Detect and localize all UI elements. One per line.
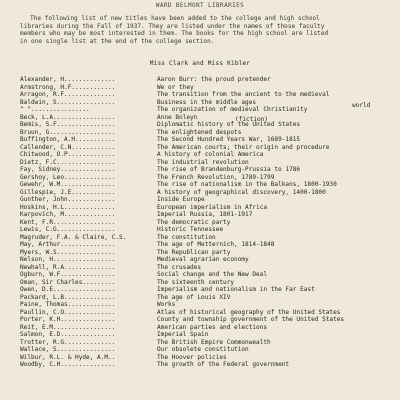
entry-title: American parties and elections xyxy=(157,323,268,331)
entry-author: " "................ xyxy=(20,106,90,114)
intro-paragraph xyxy=(20,15,380,45)
list-item xyxy=(20,249,380,257)
entry-author: Baldwin, S................ xyxy=(20,98,116,106)
margin-note-world: world xyxy=(352,102,371,110)
entry-author: Chitwood, O.P............. xyxy=(20,151,116,159)
entry-title: A history of colonial America xyxy=(157,151,264,159)
entry-title: The age of Louis XIV xyxy=(157,293,231,301)
entry-author: Fay, Sidney............... xyxy=(20,166,116,174)
entry-title: The enlightened despots xyxy=(157,128,242,136)
entry-title: The rise of nationalism in the Balkans, 1800-1930 xyxy=(157,181,337,189)
list-item xyxy=(20,309,380,317)
entry-author: Myers, W.S................ xyxy=(20,248,116,256)
list-item xyxy=(20,189,380,197)
list-item xyxy=(20,346,380,354)
entry-author: Woodby, C.H............... xyxy=(20,361,116,369)
entry-title: Medieval agrarian economy xyxy=(157,256,249,264)
entry-title: The transition from the ancient to the medieval xyxy=(157,91,330,99)
list-item xyxy=(20,99,380,107)
entry-author: Gershoy, Leo.............. xyxy=(20,173,116,181)
entry-title: The growth of the Federal government xyxy=(157,361,290,369)
list-item xyxy=(20,174,380,182)
entry-title: The industrial revolution xyxy=(157,158,249,166)
entry-author: Oman, Sir Charles......... xyxy=(20,278,116,286)
entry-author: Callender, C.N............ xyxy=(20,143,116,151)
intro-line: libraries during the Fall of 1937. They are listed under the names of those faculty xyxy=(20,22,325,30)
list-item xyxy=(20,316,380,324)
list-item xyxy=(20,226,380,234)
entry-title: The sixteenth century xyxy=(157,278,235,286)
list-item xyxy=(20,129,380,137)
entry-title: The British Empire Commonwealth xyxy=(157,338,271,346)
entry-title: Inside Europe xyxy=(157,196,205,204)
entry-author: Trotter, R.G.............. xyxy=(20,338,116,346)
entry-author: Gewehr, W.M............... xyxy=(20,181,116,189)
intro-line: The following list of new titles have been added to the college and high school xyxy=(30,15,320,22)
list-item xyxy=(20,121,380,129)
entry-title: European imperialism in Africa xyxy=(157,203,268,211)
list-item xyxy=(20,241,380,249)
entry-title: The Hoover policies xyxy=(157,353,227,361)
list-item xyxy=(20,76,380,84)
entry-author: Reit, E.M................. xyxy=(20,323,116,331)
list-item xyxy=(20,211,380,219)
list-item xyxy=(20,159,380,167)
entry-title: The Second Hundred Years War, 1689-1815 xyxy=(157,136,301,144)
list-item xyxy=(20,196,380,204)
entry-author: Nelson, H................. xyxy=(20,256,116,264)
entry-title: Imperial Russia, 1801-1917 xyxy=(157,211,253,219)
entry-title: The rise of Brandenburg-Prussia to 1786 xyxy=(157,166,301,174)
entry-author: Buffington, A.H........... xyxy=(20,136,116,144)
list-item xyxy=(20,114,380,122)
entry-author: May, Arthur............... xyxy=(20,241,116,249)
entry-title: The crusades xyxy=(157,263,202,271)
list-item xyxy=(20,166,380,174)
entry-title: Business in the middle ages xyxy=(157,98,257,106)
entry-title: The organization of medieval Christianity xyxy=(157,106,308,114)
entry-title: Aaron Burr: the proud pretender xyxy=(157,76,271,84)
entry-author: Lewis, C.G................ xyxy=(20,226,116,234)
entry-title: Social change and the New Deal xyxy=(157,271,268,279)
entry-title: County and township government of the United States xyxy=(157,316,345,324)
list-item xyxy=(20,204,380,212)
section-title: Miss Clark and Miss Kibler xyxy=(149,60,251,68)
list-item xyxy=(20,151,380,159)
entry-title: The French Revolution, 1789-1799 xyxy=(157,173,275,181)
entry-author: Gunther, John............. xyxy=(20,196,116,204)
entry-author: Ogburn, W.F............... xyxy=(20,271,116,279)
intro-line: members who may be most interested in them. The books for the high school are listed xyxy=(20,30,329,38)
entry-author: Porter, K.H............... xyxy=(20,316,116,324)
list-item xyxy=(20,286,380,294)
entry-author: Paine, Thomas............. xyxy=(20,301,116,309)
list-item xyxy=(20,84,380,92)
entry-author: Alexander, H.............. xyxy=(20,76,116,84)
entry-title: A history of geographical discovery, 1400-1800 xyxy=(157,188,326,196)
list-item xyxy=(20,294,380,302)
entry-author: Magruder, F.A. & Claire, C.S. xyxy=(20,233,127,241)
entry-author: Bemis, S.F................ xyxy=(20,121,116,129)
entry-title: The Republican party xyxy=(157,248,231,256)
entry-author: Armstrong, H.F............ xyxy=(20,83,116,91)
entry-title: Works xyxy=(157,301,176,309)
entry-author: Kent, F.R................. xyxy=(20,218,116,226)
list-item xyxy=(20,106,380,114)
entry-author: Beck, L.A................. xyxy=(20,113,116,121)
list-item xyxy=(20,91,380,99)
list-item xyxy=(20,234,380,242)
list-item xyxy=(20,219,380,227)
entry-author: Wilbur, R.L. & Hyde, A.M.. xyxy=(20,353,116,361)
entry-title: We or they xyxy=(157,83,194,91)
list-item xyxy=(20,144,380,152)
list-item xyxy=(20,361,380,369)
intro-line: in one single list at the end of the college section. xyxy=(20,37,215,45)
list-item xyxy=(20,271,380,279)
entry-author: Arragon, R.F.............. xyxy=(20,91,116,99)
entry-author: Salmon, E.D............... xyxy=(20,331,116,339)
entry-title: Atlas of historical geography of the United States xyxy=(157,308,341,316)
list-item xyxy=(20,339,380,347)
entry-title: The democratic party xyxy=(157,218,231,226)
book-list xyxy=(20,76,380,369)
entry-author: Newhall, R.A.............. xyxy=(20,263,116,271)
entry-title: The age of Metternich, 1814-1848 xyxy=(157,241,275,249)
list-item xyxy=(20,331,380,339)
entry-author: Bruun, G.................. xyxy=(20,128,116,136)
margin-note-fiction: (fiction) xyxy=(235,116,269,124)
list-item xyxy=(20,324,380,332)
entry-title: Historic Tennessee xyxy=(157,226,224,234)
entry-author: Owen, D.E................. xyxy=(20,286,116,294)
entry-author: Packard, L.B.............. xyxy=(20,293,116,301)
list-item xyxy=(20,181,380,189)
entry-title: Imperialism and nationalism in the Far East xyxy=(157,286,315,294)
entry-author: Dietz, F.C................ xyxy=(20,158,116,166)
list-item xyxy=(20,301,380,309)
entry-title: Anne Boleyn xyxy=(157,113,198,121)
document-heading: WARD BELMONT LIBRARIES xyxy=(155,2,245,9)
list-item xyxy=(20,354,380,362)
list-item xyxy=(20,256,380,264)
entry-author: Karpovich, M.............. xyxy=(20,211,116,219)
entry-title: Diplomatic history of the United States xyxy=(157,121,301,129)
entry-title: Imperial Spain xyxy=(157,331,209,339)
entry-author: Gillespie, J.E............ xyxy=(20,188,116,196)
entry-author: Wallace, S................ xyxy=(20,346,116,354)
entry-author: Paullin, C.O.............. xyxy=(20,308,116,316)
entry-title: The constitution xyxy=(157,233,216,241)
entry-author: Hoskins, H.L.............. xyxy=(20,203,116,211)
entry-title: Our obsolete constitution xyxy=(157,346,249,354)
list-item xyxy=(20,279,380,287)
list-item xyxy=(20,136,380,144)
entry-title: The American courts; their origin and procedure xyxy=(157,143,330,151)
list-item xyxy=(20,264,380,272)
